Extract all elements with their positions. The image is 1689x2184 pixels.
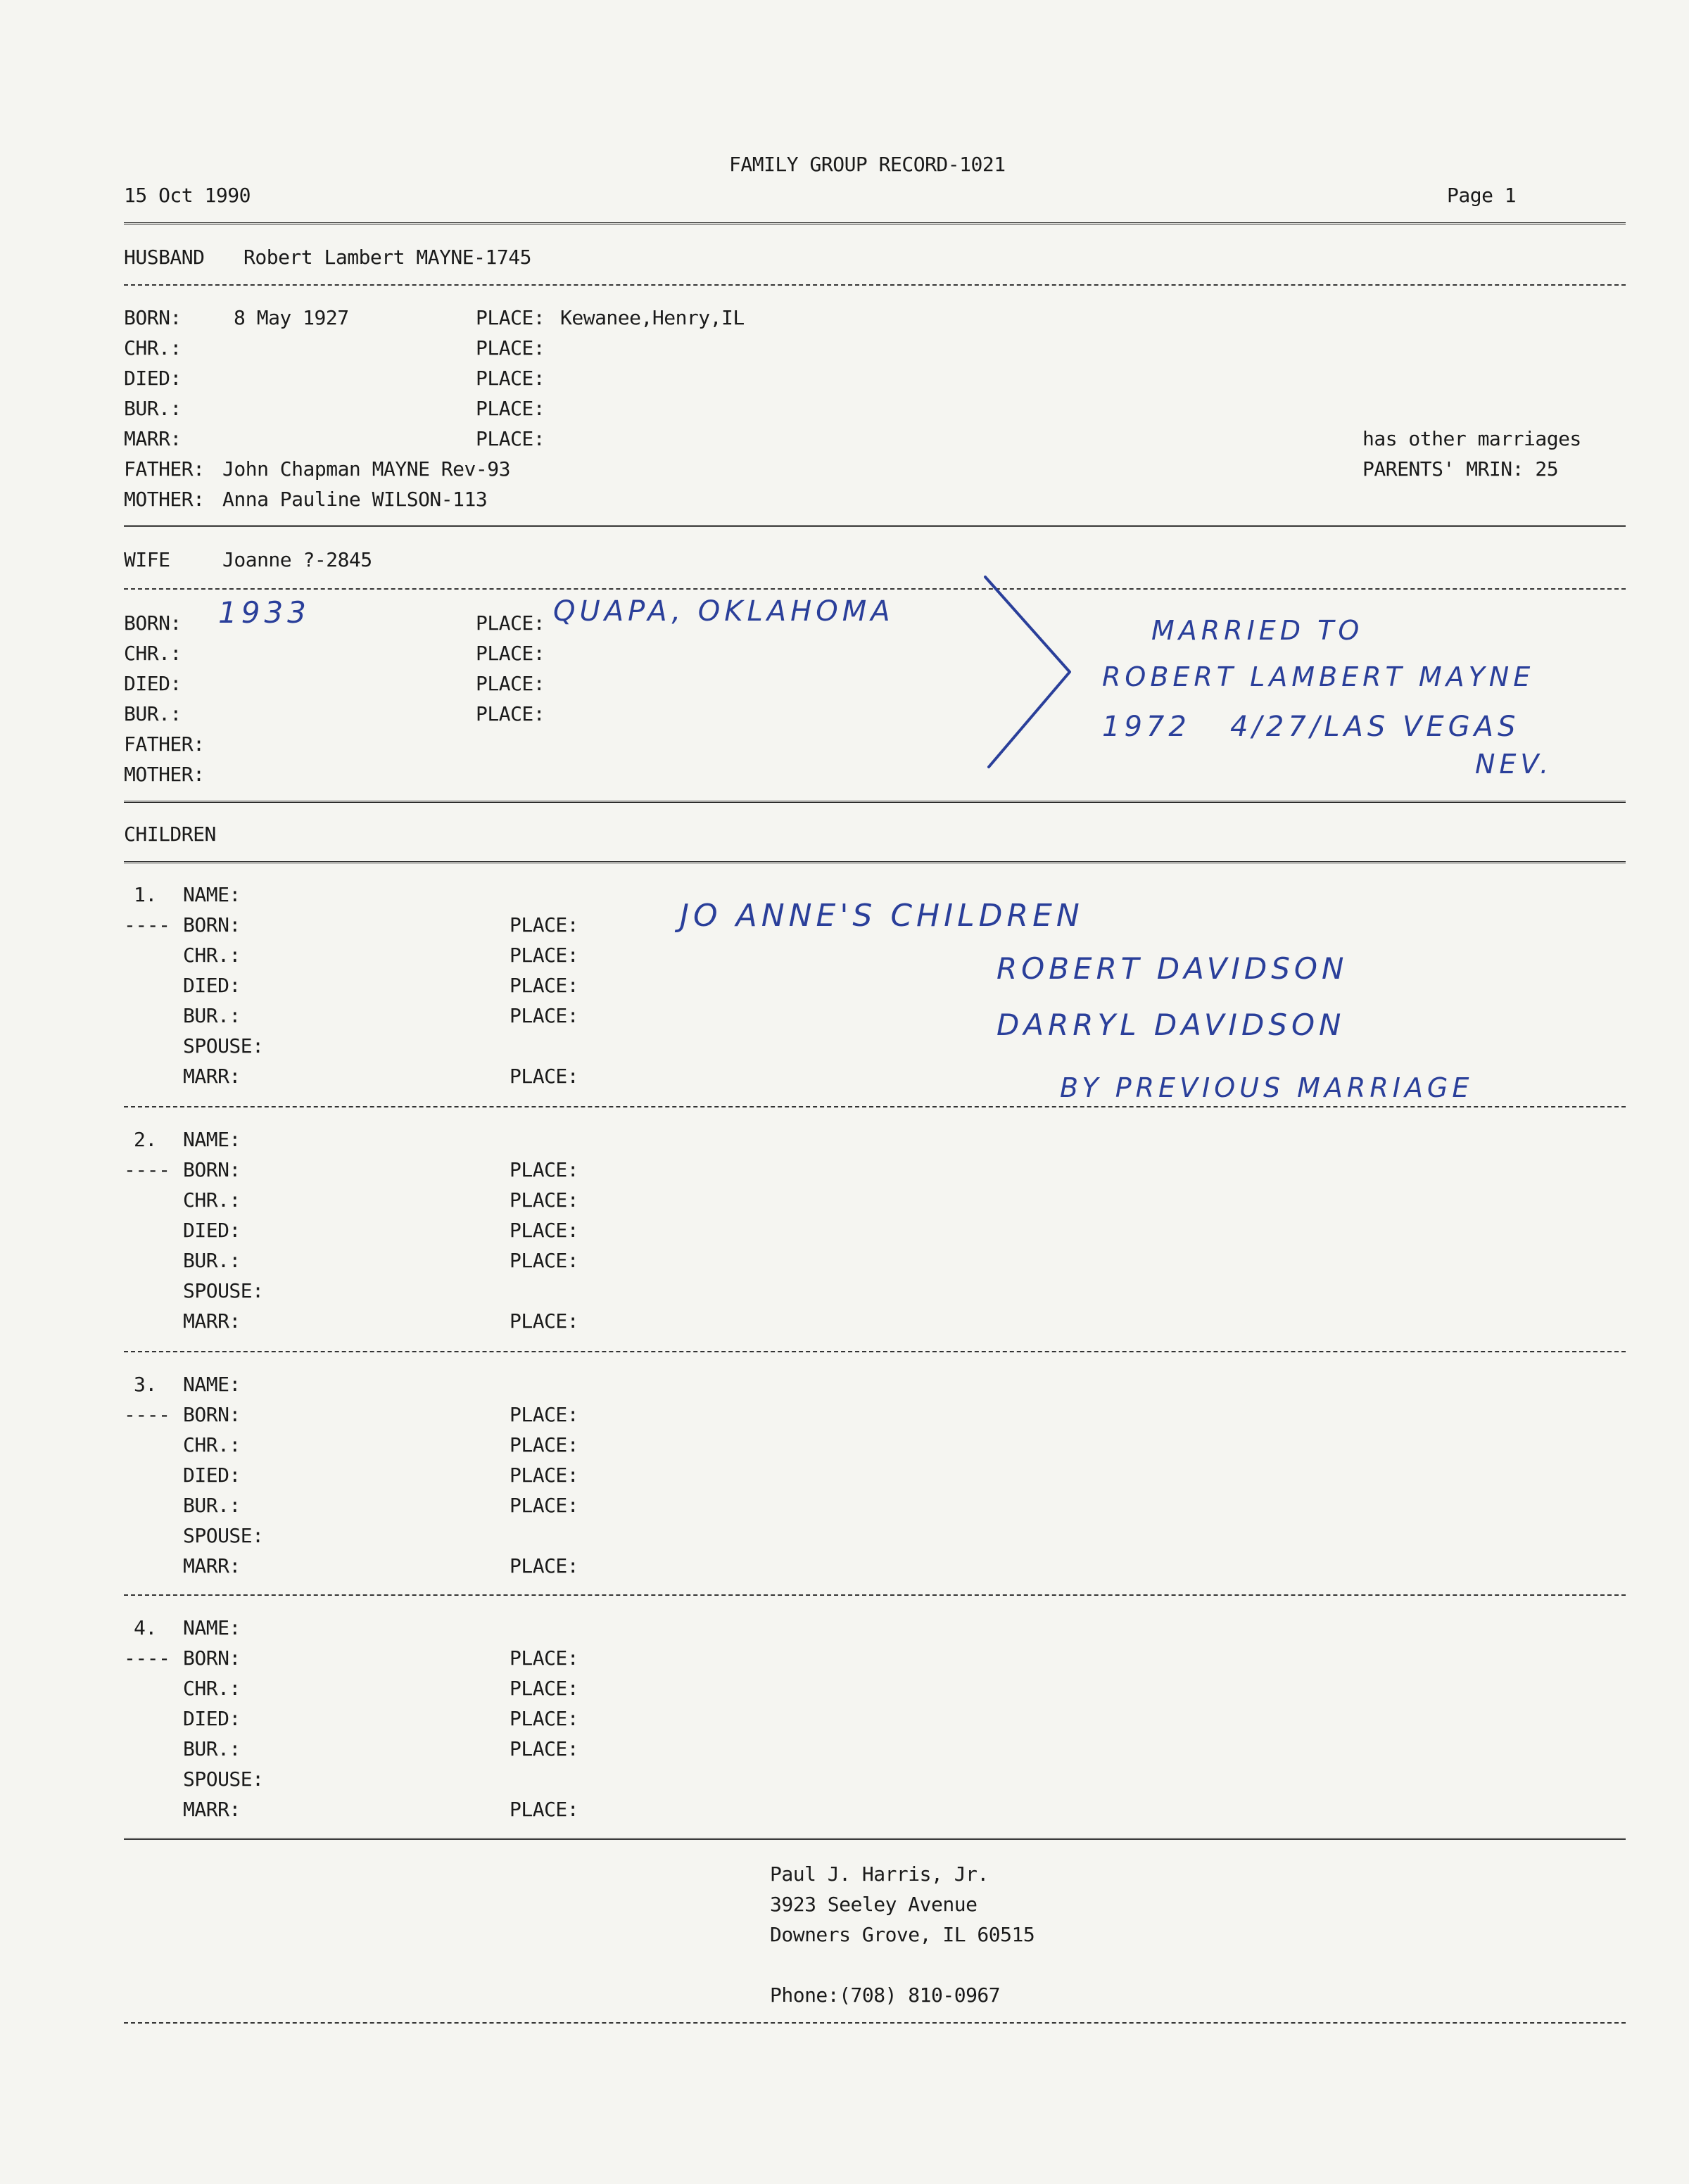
divider	[124, 861, 1626, 866]
handwritten-wife-born: 1933	[218, 595, 310, 630]
child-place-label: PLACE:	[510, 1646, 579, 1670]
husband-born-place-label: PLACE:	[476, 306, 545, 329]
husband-marr-label: MARR:	[124, 427, 182, 450]
child-bur-label: BUR.:	[183, 1494, 241, 1517]
child-died-label: DIED:	[183, 1707, 241, 1730]
wife-name: Joanne ?-2845	[222, 548, 372, 571]
child-spouse-label: SPOUSE:	[183, 1279, 264, 1302]
child-dashes: ----	[124, 1646, 170, 1670]
child-place-label: PLACE:	[510, 1004, 579, 1027]
wife-born-place-label: PLACE:	[476, 611, 545, 635]
child-marr-label: MARR:	[183, 1309, 241, 1333]
child-born-label: BORN:	[183, 1403, 241, 1426]
divider	[124, 588, 1626, 590]
husband-label: HUSBAND	[124, 246, 205, 269]
child-died-label: DIED:	[183, 1219, 241, 1242]
husband-chr-label: CHR.:	[124, 336, 182, 360]
divider	[124, 801, 1626, 806]
handwritten-married-line4: NEV.	[1475, 749, 1553, 780]
brace-mark	[978, 573, 1084, 770]
child-spouse-label: SPOUSE:	[183, 1034, 264, 1058]
other-marriages-note: has other marriages	[1362, 427, 1581, 450]
child-place-label: PLACE:	[510, 974, 579, 997]
wife-born-label: BORN:	[124, 611, 182, 635]
child-place-label: PLACE:	[510, 1494, 579, 1517]
divider	[124, 2022, 1626, 2024]
child-place-label: PLACE:	[510, 1219, 579, 1242]
wife-died-label: DIED:	[124, 672, 182, 695]
child-chr-label: CHR.:	[183, 1188, 241, 1212]
wife-mother-label: MOTHER:	[124, 763, 205, 786]
child-place-label: PLACE:	[510, 1065, 579, 1088]
child-place-label: PLACE:	[510, 1188, 579, 1212]
child-born-label: BORN:	[183, 913, 241, 937]
child-place-label: PLACE:	[510, 1464, 579, 1487]
child-place-label: PLACE:	[510, 1677, 579, 1700]
child-bur-label: BUR.:	[183, 1737, 241, 1760]
husband-died-label: DIED:	[124, 367, 182, 390]
child-name-label: NAME:	[183, 1373, 241, 1396]
child-number: 2.	[134, 1128, 157, 1151]
preparer-city: Downers Grove, IL 60515	[770, 1923, 1035, 1946]
child-dashes: ----	[124, 1403, 170, 1426]
husband-born-place: Kewanee,Henry,IL	[560, 306, 745, 329]
preparer-name: Paul J. Harris, Jr.	[770, 1862, 989, 1886]
child-chr-label: CHR.:	[183, 1677, 241, 1700]
child-died-label: DIED:	[183, 1464, 241, 1487]
husband-chr-place-label: PLACE:	[476, 336, 545, 360]
wife-chr-label: CHR.:	[124, 642, 182, 665]
husband-born-date: 8 May 1927	[234, 306, 349, 329]
handwritten-married-line3: 1972 4/27/LAS VEGAS	[1102, 711, 1520, 743]
child-died-label: DIED:	[183, 974, 241, 997]
child-name-label: NAME:	[183, 1616, 241, 1639]
record-date: 15 Oct 1990	[124, 184, 251, 207]
child-place-label: PLACE:	[510, 1737, 579, 1760]
divider	[124, 222, 1626, 227]
child-place-label: PLACE:	[510, 1433, 579, 1456]
handwritten-children-line3: DARRYL DAVIDSON	[997, 1008, 1346, 1042]
child-marr-label: MARR:	[183, 1798, 241, 1821]
children-label: CHILDREN	[124, 823, 216, 846]
handwritten-children-line4: BY PREVIOUS MARRIAGE	[1060, 1072, 1474, 1103]
child-chr-label: CHR.:	[183, 944, 241, 967]
husband-born-label: BORN:	[124, 306, 182, 329]
child-number: 4.	[134, 1616, 157, 1639]
wife-chr-place-label: PLACE:	[476, 642, 545, 665]
husband-father-label: FATHER:	[124, 457, 205, 481]
child-bur-label: BUR.:	[183, 1004, 241, 1027]
child-dashes: ----	[124, 1158, 170, 1181]
divider	[124, 284, 1626, 286]
child-number: 3.	[134, 1373, 157, 1396]
husband-mother: Anna Pauline WILSON-113	[222, 488, 488, 511]
child-born-label: BORN:	[183, 1646, 241, 1670]
child-place-label: PLACE:	[510, 1554, 579, 1577]
child-place-label: PLACE:	[510, 913, 579, 937]
wife-father-label: FATHER:	[124, 732, 205, 756]
child-number: 1.	[134, 883, 157, 906]
handwritten-wife-place: QUAPA, OKLAHOMA	[553, 595, 894, 628]
husband-bur-label: BUR.:	[124, 397, 182, 420]
parents-mrin: PARENTS' MRIN: 25	[1362, 457, 1559, 481]
child-name-label: NAME:	[183, 883, 241, 906]
child-bur-label: BUR.:	[183, 1249, 241, 1272]
handwritten-children-line2: ROBERT DAVIDSON	[997, 951, 1348, 986]
child-spouse-label: SPOUSE:	[183, 1767, 264, 1791]
child-name-label: NAME:	[183, 1128, 241, 1151]
handwritten-married-line1: MARRIED TO	[1151, 615, 1364, 646]
page-number: Page 1	[1447, 184, 1517, 207]
preparer-phone: Phone:(708) 810-0967	[770, 1983, 1001, 2007]
husband-name: Robert Lambert MAYNE-1745	[243, 246, 531, 269]
husband-marr-place-label: PLACE:	[476, 427, 545, 450]
wife-label: WIFE	[124, 548, 170, 571]
child-place-label: PLACE:	[510, 1249, 579, 1272]
divider	[124, 1106, 1626, 1107]
child-born-label: BORN:	[183, 1158, 241, 1181]
wife-bur-place-label: PLACE:	[476, 702, 545, 725]
child-spouse-label: SPOUSE:	[183, 1524, 264, 1547]
wife-died-place-label: PLACE:	[476, 672, 545, 695]
preparer-street: 3923 Seeley Avenue	[770, 1893, 978, 1916]
divider	[124, 1594, 1626, 1596]
handwritten-children-line1: JO ANNE'S CHILDREN	[680, 898, 1084, 934]
divider	[124, 1351, 1626, 1352]
divider	[124, 1838, 1626, 1843]
child-place-label: PLACE:	[510, 944, 579, 967]
husband-died-place-label: PLACE:	[476, 367, 545, 390]
husband-mother-label: MOTHER:	[124, 488, 205, 511]
child-marr-label: MARR:	[183, 1554, 241, 1577]
child-place-label: PLACE:	[510, 1309, 579, 1333]
child-place-label: PLACE:	[510, 1798, 579, 1821]
handwritten-married-line2: ROBERT LAMBERT MAYNE	[1102, 661, 1535, 692]
child-marr-label: MARR:	[183, 1065, 241, 1088]
wife-bur-label: BUR.:	[124, 702, 182, 725]
divider	[124, 525, 1626, 530]
child-place-label: PLACE:	[510, 1403, 579, 1426]
husband-bur-place-label: PLACE:	[476, 397, 545, 420]
husband-father: John Chapman MAYNE Rev-93	[222, 457, 510, 481]
record-title: FAMILY GROUP RECORD-1021	[729, 153, 1006, 176]
child-chr-label: CHR.:	[183, 1433, 241, 1456]
child-place-label: PLACE:	[510, 1707, 579, 1730]
child-dashes: ----	[124, 913, 170, 937]
child-place-label: PLACE:	[510, 1158, 579, 1181]
